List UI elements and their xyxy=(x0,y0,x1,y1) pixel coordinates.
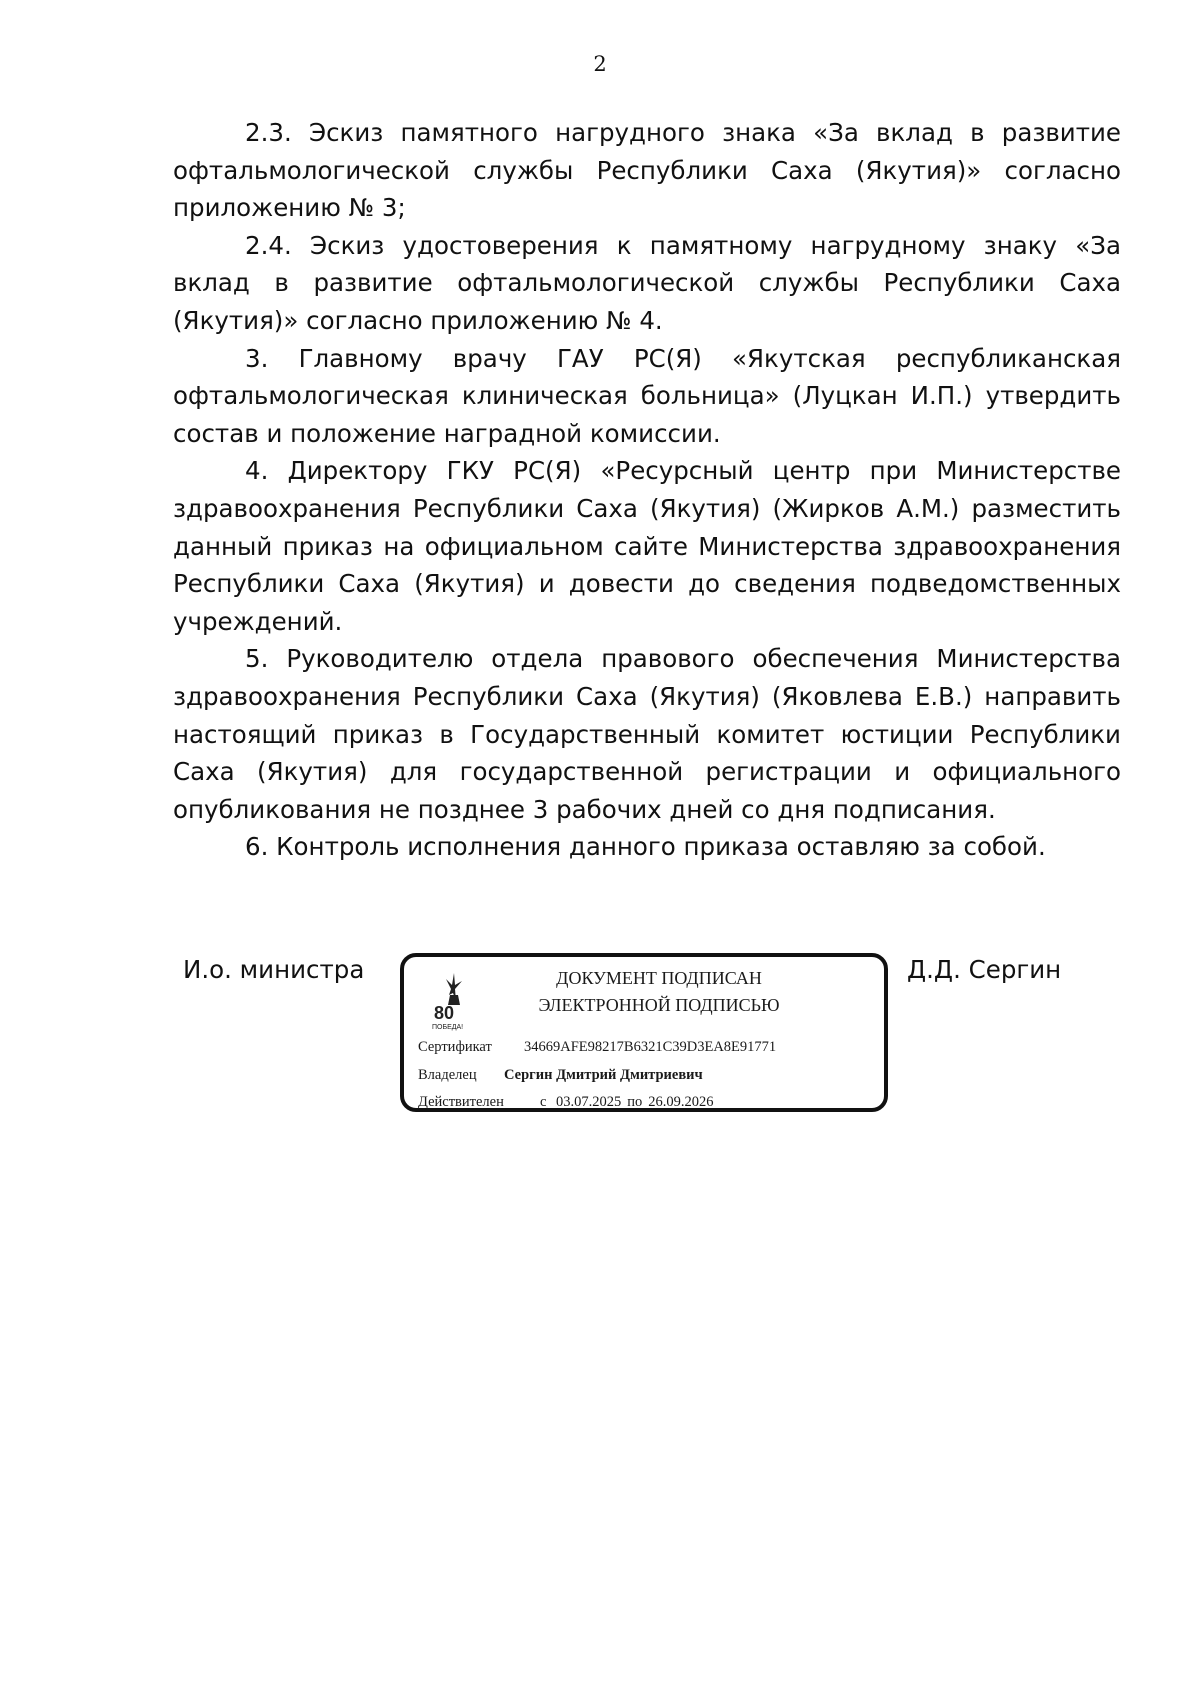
owner-value: Сергин Дмитрий Дмитриевич xyxy=(504,1067,703,1083)
document-body xyxy=(173,114,1121,866)
logo-caption: ПОБЕДА! xyxy=(432,1024,464,1031)
paragraph-4: 4. Директору ГКУ РС(Я) «Ресурсный центр при Министерстве здравоохранения Республики Саха (Якутия) (Жирков А.М.) разместить данный приказ на официальном сайте Министерства здравоохранения Республики Саха (Якутия) и довести до сведения подведомственных учреждений. xyxy=(173,456,1121,636)
signer-name: Д.Д. Сергин xyxy=(907,955,1062,984)
valid-to-prefix: по xyxy=(627,1094,643,1110)
victory-80-logo-icon xyxy=(432,971,474,1031)
paragraph-5: 5. Руководителю отдела правового обеспечения Министерства здравоохранения Республики Саха (Якутия) (Яковлева Е.В.) направить настоящий приказ в Государственный комитет юстиции Республики Саха (Якутия) для государственной регистрации и официального опубликования не позднее 3 рабочих дней со дня подписания. xyxy=(173,644,1121,824)
stamp-certificate-row xyxy=(418,1037,776,1057)
certificate-label: Сертификат xyxy=(418,1039,492,1055)
signer-title: И.о. министра xyxy=(183,955,365,984)
valid-to-date: 26.09.2026 xyxy=(648,1094,714,1110)
valid-from-prefix: с xyxy=(540,1094,547,1110)
stamp-title-line1: ДОКУМЕНТ ПОДПИСАН xyxy=(556,968,762,988)
paragraph-2-3: 2.3. Эскиз памятного нагрудного знака «За вклад в развитие офтальмологической службы Республики Саха (Якутия)» согласно приложению № 3; xyxy=(173,118,1121,223)
paragraph-2-4: 2.4. Эскиз удостоверения к памятному нагрудному знаку «За вклад в развитие офтальмологической службы Республики Саха (Якутия)» согласно приложению № 4. xyxy=(173,230,1121,335)
stamp-title-line2: ЭЛЕКТРОННОЙ ПОДПИСЬЮ xyxy=(538,995,780,1015)
electronic-signature-stamp xyxy=(400,953,888,1112)
logo-number: 80 xyxy=(434,1003,455,1023)
stamp-title xyxy=(494,965,824,1019)
stamp-validity-row xyxy=(418,1092,714,1112)
owner-label: Владелец xyxy=(418,1067,477,1083)
paragraph-6: 6. Контроль исполнения данного приказа оставляю за собой. xyxy=(245,832,1046,862)
page-number: 2 xyxy=(593,52,607,76)
paragraph-3: 3. Главному врачу ГАУ РС(Я) «Якутская республиканская офтальмологическая клиническая больница» (Луцкан И.П.) утвердить состав и положение наградной комиссии. xyxy=(173,343,1121,448)
stamp-owner-row xyxy=(418,1065,703,1085)
valid-label: Действителен xyxy=(418,1094,504,1110)
certificate-value: 34669AFE98217B6321C39D3EA8E91771 xyxy=(524,1039,777,1055)
valid-from-date: 03.07.2025 xyxy=(556,1094,622,1110)
